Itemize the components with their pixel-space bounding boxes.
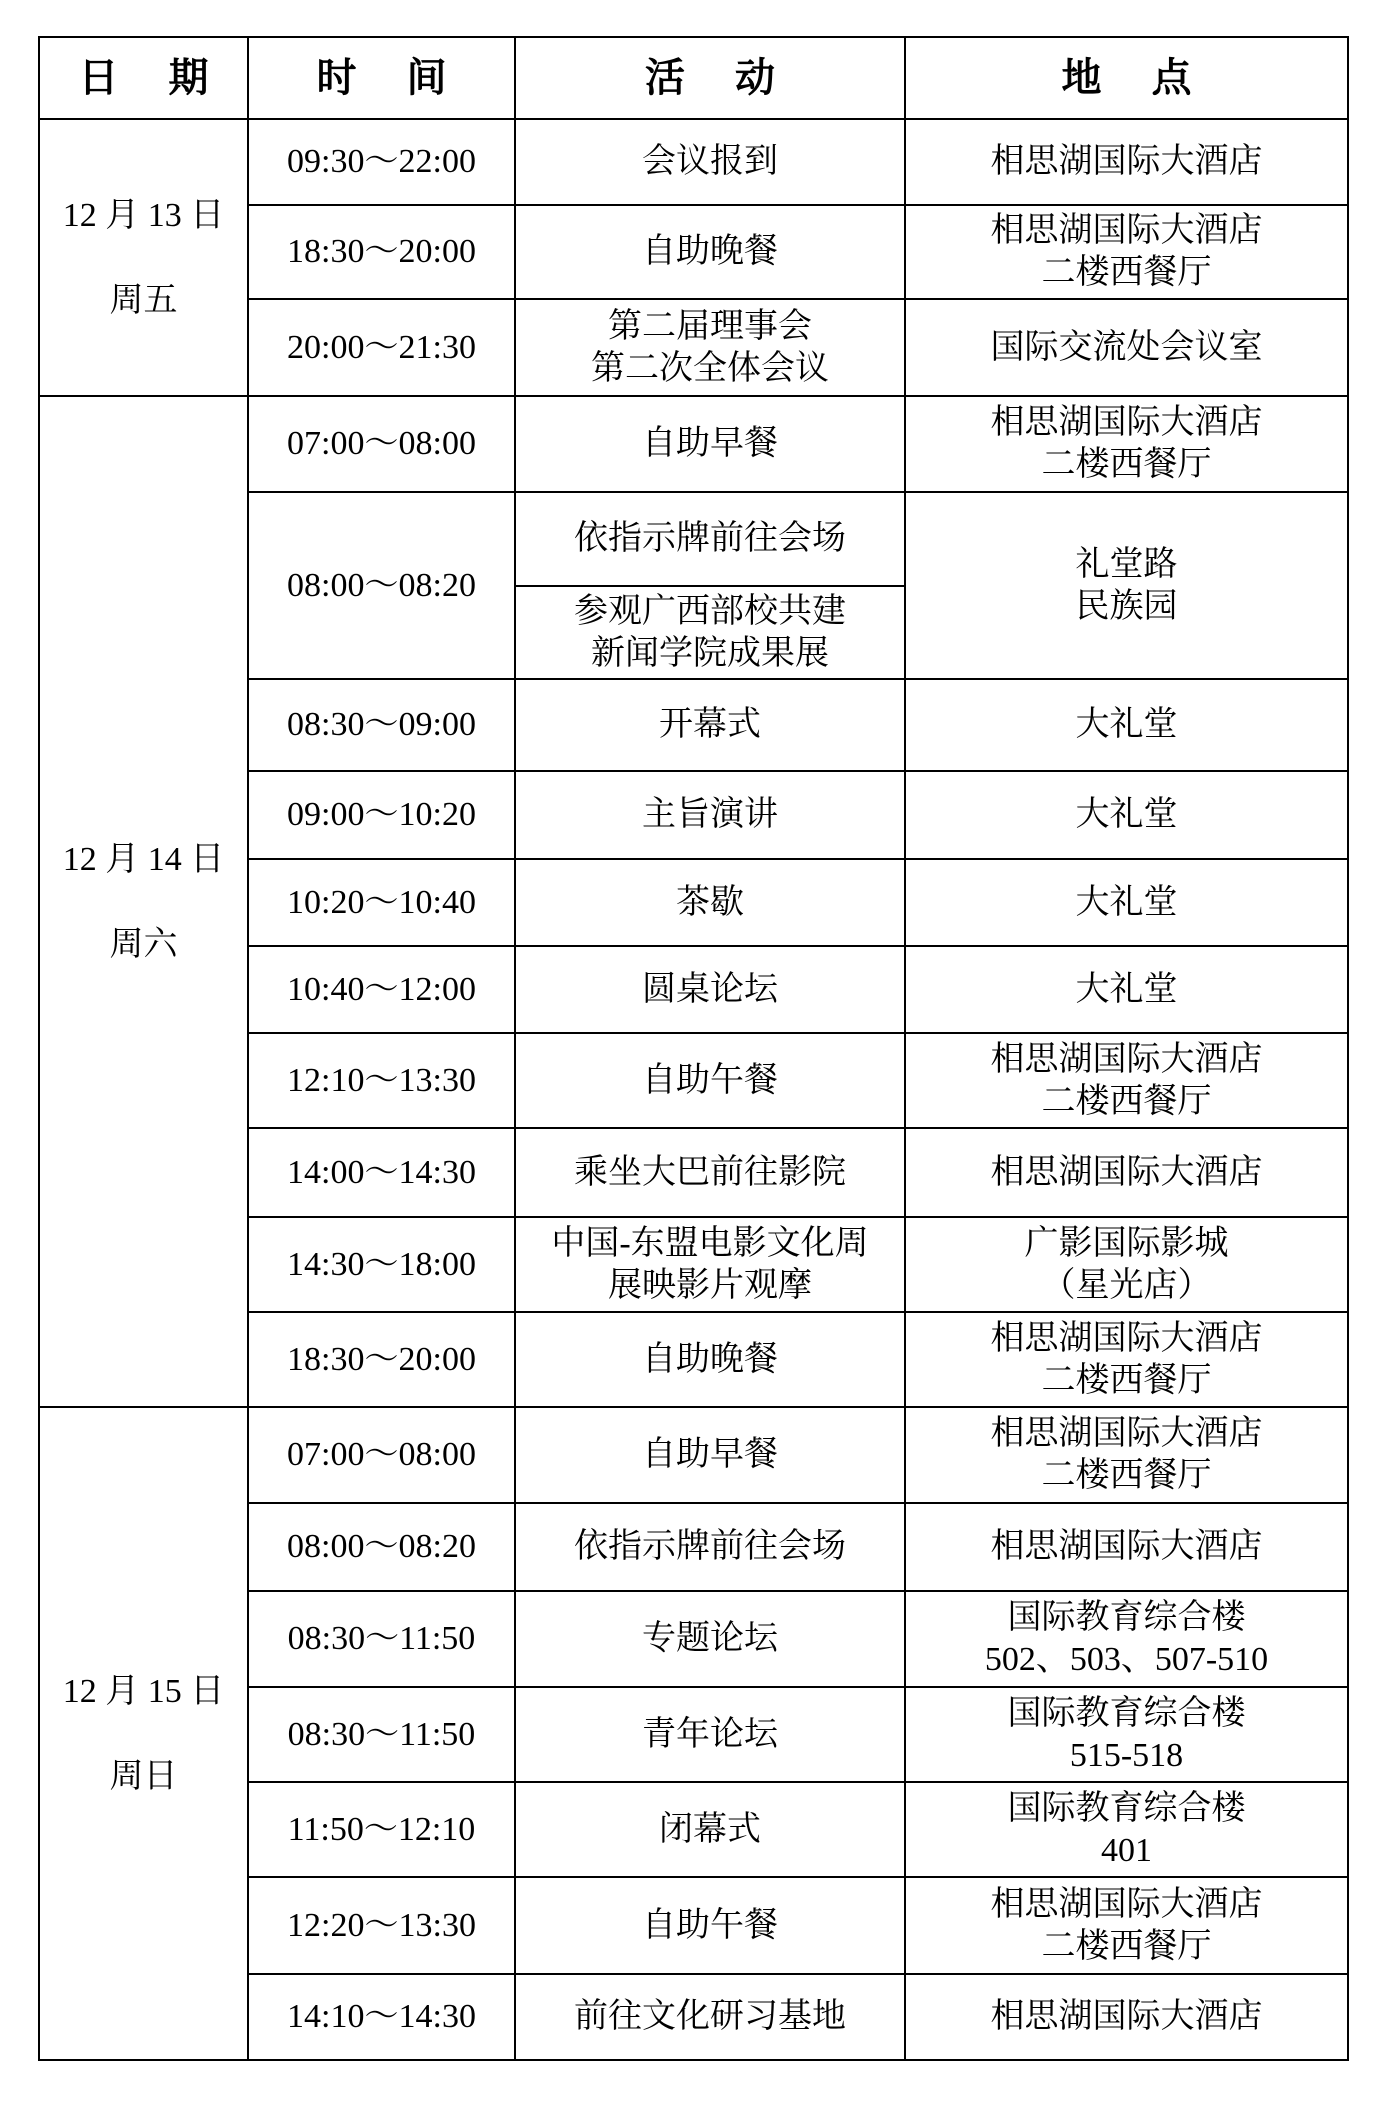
activity-cell: 依指示牌前往会场 [515,492,905,586]
weekday-text: 周日 [109,1757,178,1795]
location-cell: 大礼堂 [905,679,1348,771]
activity-cell: 第二届理事会 第二次全体会议 [515,299,905,396]
activity-cell: 闭幕式 [515,1782,905,1877]
activity-cell: 青年论坛 [515,1687,905,1782]
location-cell: 相思湖国际大酒店 二楼西餐厅 [905,1312,1348,1407]
header-date: 日 期 [39,37,248,119]
location-cell: 国际教育综合楼 502、503、507-510 [905,1591,1348,1687]
location-cell: 大礼堂 [905,771,1348,859]
location-cell: 广影国际影城 （星光店） [905,1217,1348,1312]
weekday-text: 周五 [109,281,178,319]
time-cell: 07:00～08:00 [248,396,515,492]
weekday-text: 周六 [109,925,178,963]
time-cell: 10:40～12:00 [248,946,515,1033]
activity-cell: 自助午餐 [515,1033,905,1128]
activity-cell: 参观广西部校共建 新闻学院成果展 [515,586,905,679]
date-text: 12 月 13 日 [62,196,225,234]
time-cell: 08:30～11:50 [248,1591,515,1687]
time-cell: 18:30～20:00 [248,1312,515,1407]
activity-cell: 主旨演讲 [515,771,905,859]
time-cell: 14:30～18:00 [248,1217,515,1312]
activity-cell: 中国-东盟电影文化周 展映影片观摩 [515,1217,905,1312]
time-cell: 09:00～10:20 [248,771,515,859]
header-row [39,37,1348,119]
activity-cell: 自助晚餐 [515,1312,905,1407]
location-cell: 相思湖国际大酒店 二楼西餐厅 [905,1877,1348,1974]
time-cell: 14:00～14:30 [248,1128,515,1217]
location-cell: 礼堂路 民族园 [905,492,1348,679]
activity-cell: 专题论坛 [515,1591,905,1687]
activity-cell: 自助晚餐 [515,205,905,299]
location-cell: 国际交流处会议室 [905,299,1348,396]
activity-cell: 前往文化研习基地 [515,1974,905,2060]
time-cell: 12:20～13:30 [248,1877,515,1974]
date-cell [39,1407,248,2060]
date-text: 12 月 15 日 [62,1672,225,1710]
activity-cell: 茶歇 [515,859,905,946]
time-cell: 11:50～12:10 [248,1782,515,1877]
time-cell: 14:10～14:30 [248,1974,515,2060]
activity-cell: 开幕式 [515,679,905,771]
location-cell: 相思湖国际大酒店 [905,1503,1348,1591]
time-cell: 18:30～20:00 [248,205,515,299]
activity-cell: 圆桌论坛 [515,946,905,1033]
schedule-table [38,36,1349,2061]
location-cell: 国际教育综合楼 401 [905,1782,1348,1877]
time-cell: 08:30～09:00 [248,679,515,771]
header-activity: 活 动 [515,37,905,119]
date-text: 12 月 14 日 [62,840,225,878]
date-cell [39,119,248,396]
location-cell: 相思湖国际大酒店 二楼西餐厅 [905,1407,1348,1503]
location-cell: 相思湖国际大酒店 二楼西餐厅 [905,205,1348,299]
location-cell: 相思湖国际大酒店 [905,1128,1348,1217]
activity-cell: 乘坐大巴前往影院 [515,1128,905,1217]
table-row [39,1407,1348,1503]
time-cell: 20:00～21:30 [248,299,515,396]
location-cell: 大礼堂 [905,859,1348,946]
location-cell: 相思湖国际大酒店 二楼西餐厅 [905,1033,1348,1128]
activity-cell: 会议报到 [515,119,905,205]
header-location: 地 点 [905,37,1348,119]
location-cell: 相思湖国际大酒店 二楼西餐厅 [905,396,1348,492]
time-cell: 10:20～10:40 [248,859,515,946]
time-cell: 07:00～08:00 [248,1407,515,1503]
time-cell: 12:10～13:30 [248,1033,515,1128]
date-cell [39,396,248,1407]
activity-cell: 自助午餐 [515,1877,905,1974]
time-cell: 08:30～11:50 [248,1687,515,1782]
activity-cell: 依指示牌前往会场 [515,1503,905,1591]
table-row [39,119,1348,205]
location-cell: 国际教育综合楼 515-518 [905,1687,1348,1782]
location-cell: 相思湖国际大酒店 [905,1974,1348,2060]
location-cell: 大礼堂 [905,946,1348,1033]
time-cell: 08:00～08:20 [248,492,515,679]
location-cell: 相思湖国际大酒店 [905,119,1348,205]
header-time: 时 间 [248,37,515,119]
time-cell: 08:00～08:20 [248,1503,515,1591]
table-row [39,396,1348,492]
activity-cell: 自助早餐 [515,1407,905,1503]
activity-cell: 自助早餐 [515,396,905,492]
time-cell: 09:30～22:00 [248,119,515,205]
